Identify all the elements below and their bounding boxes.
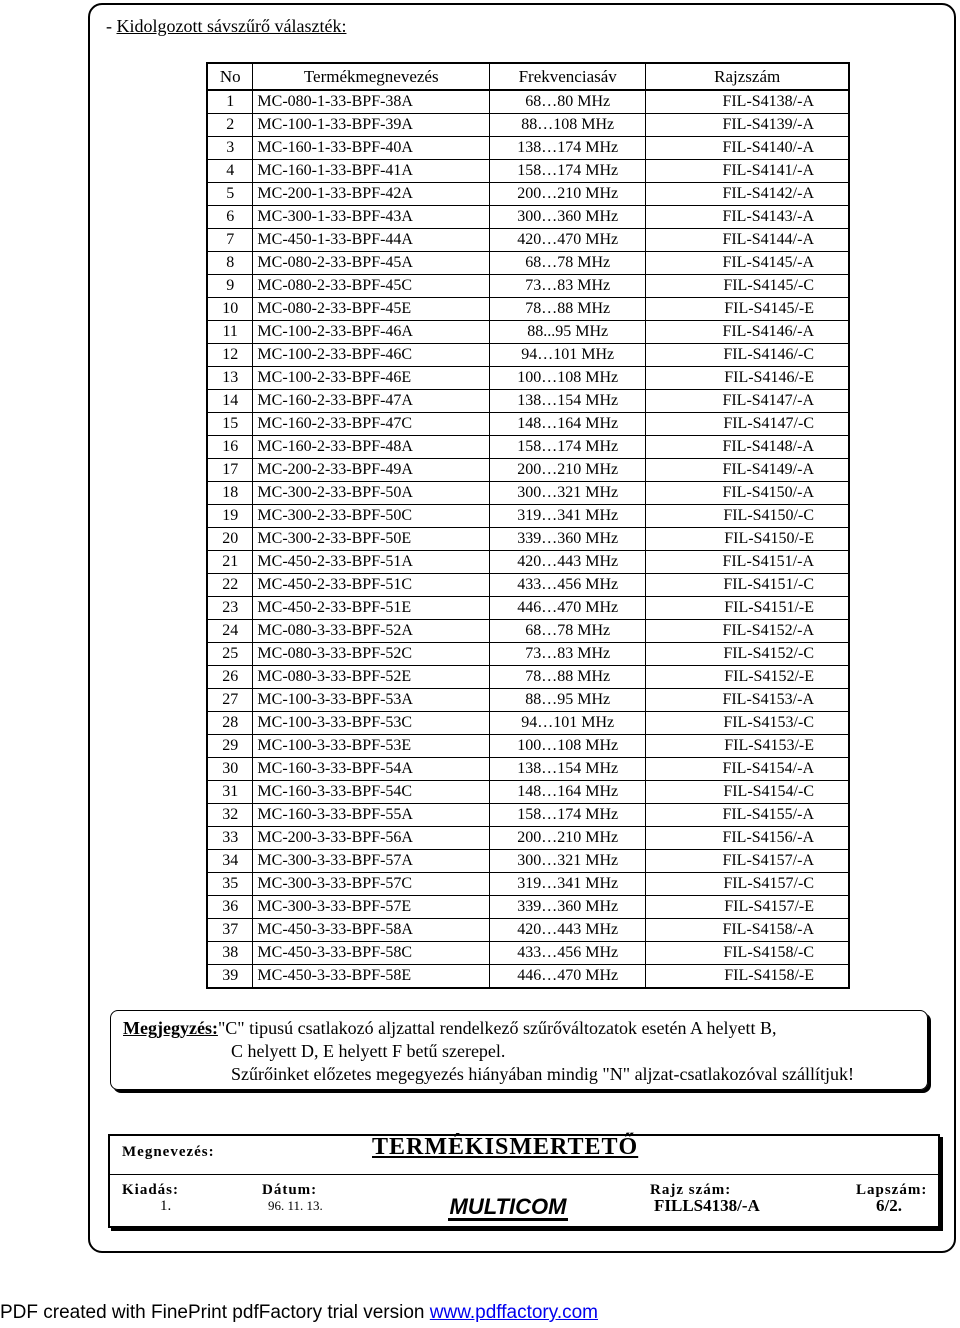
cell-frequency: 100…108 MHz: [490, 735, 646, 758]
cell-no: 33: [207, 827, 253, 850]
table-row: [207, 597, 849, 620]
table-row: [207, 804, 849, 827]
cell-no: 24: [207, 620, 253, 643]
cell-drawing-number: FIL-S4138/-A: [646, 90, 849, 114]
table-row: [207, 827, 849, 850]
table-row: [207, 505, 849, 528]
cell-frequency: 78…88 MHz: [490, 298, 646, 321]
table-row: [207, 413, 849, 436]
cell-no: 36: [207, 896, 253, 919]
cell-frequency: 339…360 MHz: [490, 528, 646, 551]
name-label: Megnevezés:: [122, 1144, 215, 1160]
cell-frequency: 73…83 MHz: [490, 275, 646, 298]
note-line-3: Szűrőinket előzetes megegyezés hiányában mindig "N" aljzat-csatlakozóval szállítjuk!: [231, 1064, 854, 1084]
cell-product-name: MC-160-3-33-BPF-54C: [253, 781, 490, 804]
table-row: [207, 367, 849, 390]
cell-drawing-number: FIL-S4151/-E: [646, 597, 849, 620]
table-row: [207, 229, 849, 252]
cell-product-name: MC-080-3-33-BPF-52C: [253, 643, 490, 666]
cell-frequency: 88…108 MHz: [490, 114, 646, 137]
cell-product-name: MC-200-3-33-BPF-56A: [253, 827, 490, 850]
cell-product-name: MC-160-3-33-BPF-54A: [253, 758, 490, 781]
cell-no: 28: [207, 712, 253, 735]
cell-no: 22: [207, 574, 253, 597]
cell-product-name: MC-300-2-33-BPF-50E: [253, 528, 490, 551]
cell-no: 14: [207, 390, 253, 413]
cell-no: 10: [207, 298, 253, 321]
cell-drawing-number: FIL-S4139/-A: [646, 114, 849, 137]
cell-product-name: MC-450-2-33-BPF-51E: [253, 597, 490, 620]
cell-frequency: 300…360 MHz: [490, 206, 646, 229]
cell-product-name: MC-160-2-33-BPF-48A: [253, 436, 490, 459]
table-row: [207, 689, 849, 712]
cell-drawing-number: FIL-S4146/-E: [646, 367, 849, 390]
cell-drawing-number: FIL-S4140/-A: [646, 137, 849, 160]
cell-drawing-number: FIL-S4149/-A: [646, 459, 849, 482]
table-row: [207, 114, 849, 137]
cell-drawing-number: FIL-S4153/-C: [646, 712, 849, 735]
cell-frequency: 433…456 MHz: [490, 942, 646, 965]
cell-product-name: MC-300-1-33-BPF-43A: [253, 206, 490, 229]
cell-drawing-number: FIL-S4144/-A: [646, 229, 849, 252]
cell-frequency: 138…174 MHz: [490, 137, 646, 160]
cell-frequency: 148…164 MHz: [490, 413, 646, 436]
cell-product-name: MC-300-3-33-BPF-57C: [253, 873, 490, 896]
cell-drawing-number: FIL-S4141/-A: [646, 160, 849, 183]
cell-frequency: 420…470 MHz: [490, 229, 646, 252]
cell-frequency: 319…341 MHz: [490, 505, 646, 528]
cell-frequency: 78…88 MHz: [490, 666, 646, 689]
table-row: [207, 183, 849, 206]
cell-drawing-number: FIL-S4155/-A: [646, 804, 849, 827]
cell-frequency: 200…210 MHz: [490, 459, 646, 482]
cell-frequency: 68…78 MHz: [490, 620, 646, 643]
table-body: [207, 90, 849, 988]
cell-product-name: MC-080-2-33-BPF-45C: [253, 275, 490, 298]
table-row: [207, 873, 849, 896]
cell-drawing-number: FIL-S4151/-A: [646, 551, 849, 574]
header-drawing-number: Rajzszám: [646, 63, 849, 90]
cell-no: 3: [207, 137, 253, 160]
note-line-1: "C" tipusú csatlakozó aljzattal rendelkező szűrőváltozatok esetén A helyett B,: [217, 1018, 777, 1038]
table-row: [207, 781, 849, 804]
cell-no: 9: [207, 275, 253, 298]
page-number-value: 6/2.: [876, 1196, 902, 1215]
note-box: [110, 1010, 928, 1090]
table-row: [207, 850, 849, 873]
cell-product-name: MC-450-2-33-BPF-51C: [253, 574, 490, 597]
cell-drawing-number: FIL-S4145/-C: [646, 275, 849, 298]
table-row: [207, 160, 849, 183]
cell-product-name: MC-160-2-33-BPF-47A: [253, 390, 490, 413]
table-row: [207, 298, 849, 321]
cell-product-name: MC-080-1-33-BPF-38A: [253, 90, 490, 114]
multicom-logo: [448, 1192, 568, 1222]
table-header-row: [207, 63, 849, 90]
cell-frequency: 200…210 MHz: [490, 827, 646, 850]
cell-no: 34: [207, 850, 253, 873]
table-row: [207, 206, 849, 229]
cell-frequency: 420…443 MHz: [490, 919, 646, 942]
cell-drawing-number: FIL-S4152/-C: [646, 643, 849, 666]
cell-product-name: MC-300-3-33-BPF-57A: [253, 850, 490, 873]
table-row: [207, 390, 849, 413]
table-row: [207, 90, 849, 114]
cell-drawing-number: FIL-S4147/-A: [646, 390, 849, 413]
cell-no: 26: [207, 666, 253, 689]
cell-frequency: 73…83 MHz: [490, 643, 646, 666]
table-row: [207, 321, 849, 344]
cell-product-name: MC-200-2-33-BPF-49A: [253, 459, 490, 482]
cell-no: 25: [207, 643, 253, 666]
cell-no: 37: [207, 919, 253, 942]
cell-no: 12: [207, 344, 253, 367]
cell-no: 6: [207, 206, 253, 229]
drawing-number-label: Rajz szám:: [650, 1182, 732, 1198]
cell-drawing-number: FIL-S4150/-C: [646, 505, 849, 528]
table-row: [207, 735, 849, 758]
table-row: [207, 482, 849, 505]
table-row: [207, 758, 849, 781]
cell-frequency: 138…154 MHz: [490, 758, 646, 781]
cell-product-name: MC-100-2-33-BPF-46A: [253, 321, 490, 344]
cell-no: 7: [207, 229, 253, 252]
cell-frequency: 300…321 MHz: [490, 850, 646, 873]
cell-frequency: 68…80 MHz: [490, 90, 646, 114]
cell-drawing-number: FIL-S4153/-E: [646, 735, 849, 758]
table-row: [207, 942, 849, 965]
cell-frequency: 200…210 MHz: [490, 183, 646, 206]
cell-drawing-number: FIL-S4157/-C: [646, 873, 849, 896]
cell-no: 38: [207, 942, 253, 965]
table-row: [207, 919, 849, 942]
cell-drawing-number: FIL-S4146/-C: [646, 344, 849, 367]
cell-frequency: 88...95 MHz: [490, 321, 646, 344]
cell-no: 23: [207, 597, 253, 620]
cell-drawing-number: FIL-S4154/-A: [646, 758, 849, 781]
table-row: [207, 965, 849, 989]
cell-no: 13: [207, 367, 253, 390]
cell-no: 27: [207, 689, 253, 712]
cell-drawing-number: FIL-S4142/-A: [646, 183, 849, 206]
cell-no: 29: [207, 735, 253, 758]
cell-frequency: 420…443 MHz: [490, 551, 646, 574]
cell-drawing-number: FIL-S4157/-E: [646, 896, 849, 919]
note-line-2: C helyett D, E helyett F betű szerepel.: [231, 1041, 506, 1061]
table-row: [207, 459, 849, 482]
logo-text: MULTICOM: [449, 1194, 567, 1219]
issue-value: 1.: [160, 1198, 172, 1214]
drawing-number-value: FILLS4138/-A: [654, 1196, 760, 1215]
cell-no: 30: [207, 758, 253, 781]
document-title: TERMÉKISMERTETŐ: [372, 1134, 639, 1160]
cell-no: 11: [207, 321, 253, 344]
cell-drawing-number: FIL-S4158/-E: [646, 965, 849, 989]
cell-product-name: MC-100-3-33-BPF-53E: [253, 735, 490, 758]
cell-product-name: MC-100-2-33-BPF-46E: [253, 367, 490, 390]
cell-frequency: 68…78 MHz: [490, 252, 646, 275]
cell-product-name: MC-080-2-33-BPF-45A: [253, 252, 490, 275]
cell-product-name: MC-300-2-33-BPF-50C: [253, 505, 490, 528]
table-row: [207, 275, 849, 298]
cell-drawing-number: FIL-S4152/-A: [646, 620, 849, 643]
table-row: [207, 436, 849, 459]
cell-no: 31: [207, 781, 253, 804]
header-product-name: Termékmegnevezés: [253, 63, 490, 90]
cell-product-name: MC-080-3-33-BPF-52A: [253, 620, 490, 643]
cell-frequency: 100…108 MHz: [490, 367, 646, 390]
cell-drawing-number: FIL-S4158/-A: [646, 919, 849, 942]
cell-no: 5: [207, 183, 253, 206]
header-frequency: Frekvenciasáv: [490, 63, 646, 90]
cell-product-name: MC-450-2-33-BPF-51A: [253, 551, 490, 574]
title-block: [108, 1134, 940, 1228]
cell-product-name: MC-160-3-33-BPF-55A: [253, 804, 490, 827]
footer-link[interactable]: www.pdffactory.com: [429, 1302, 599, 1323]
cell-product-name: MC-450-1-33-BPF-44A: [253, 229, 490, 252]
cell-no: 32: [207, 804, 253, 827]
cell-drawing-number: FIL-S4143/-A: [646, 206, 849, 229]
table-row: [207, 344, 849, 367]
pdf-footer: [0, 1302, 598, 1324]
cell-frequency: 158…174 MHz: [490, 804, 646, 827]
table-row: [207, 643, 849, 666]
cell-product-name: MC-200-1-33-BPF-42A: [253, 183, 490, 206]
cell-frequency: 138…154 MHz: [490, 390, 646, 413]
cell-frequency: 446…470 MHz: [490, 597, 646, 620]
cell-no: 2: [207, 114, 253, 137]
table-row: [207, 252, 849, 275]
cell-frequency: 158…174 MHz: [490, 160, 646, 183]
cell-product-name: MC-100-1-33-BPF-39A: [253, 114, 490, 137]
note-label: Megjegyzés:: [123, 1018, 218, 1038]
cell-product-name: MC-300-2-33-BPF-50A: [253, 482, 490, 505]
cell-frequency: 94…101 MHz: [490, 712, 646, 735]
cell-product-name: MC-450-3-33-BPF-58E: [253, 965, 490, 989]
cell-drawing-number: FIL-S4150/-A: [646, 482, 849, 505]
section-prefix: -: [106, 16, 117, 36]
cell-frequency: 339…360 MHz: [490, 896, 646, 919]
cell-no: 39: [207, 965, 253, 989]
cell-drawing-number: FIL-S4150/-E: [646, 528, 849, 551]
cell-drawing-number: FIL-S4145/-E: [646, 298, 849, 321]
cell-product-name: MC-160-1-33-BPF-41A: [253, 160, 490, 183]
table-row: [207, 620, 849, 643]
table-row: [207, 574, 849, 597]
cell-drawing-number: FIL-S4157/-A: [646, 850, 849, 873]
cell-frequency: 319…341 MHz: [490, 873, 646, 896]
cell-product-name: MC-100-3-33-BPF-53A: [253, 689, 490, 712]
cell-no: 16: [207, 436, 253, 459]
cell-drawing-number: FIL-S4152/-E: [646, 666, 849, 689]
date-value: 96. 11. 13.: [268, 1198, 323, 1213]
table-row: [207, 551, 849, 574]
header-no: No: [207, 63, 253, 90]
cell-drawing-number: FIL-S4145/-A: [646, 252, 849, 275]
issue-label: Kiadás:: [122, 1182, 180, 1198]
cell-drawing-number: FIL-S4158/-C: [646, 942, 849, 965]
cell-no: 21: [207, 551, 253, 574]
table-row: [207, 896, 849, 919]
cell-no: 35: [207, 873, 253, 896]
table-row: [207, 528, 849, 551]
cell-frequency: 94…101 MHz: [490, 344, 646, 367]
cell-no: 15: [207, 413, 253, 436]
cell-frequency: 446…470 MHz: [490, 965, 646, 989]
cell-product-name: MC-100-3-33-BPF-53C: [253, 712, 490, 735]
date-label: Dátum:: [262, 1182, 318, 1198]
cell-drawing-number: FIL-S4156/-A: [646, 827, 849, 850]
cell-no: 4: [207, 160, 253, 183]
cell-no: 1: [207, 90, 253, 114]
cell-drawing-number: FIL-S4154/-C: [646, 781, 849, 804]
cell-product-name: MC-080-3-33-BPF-52E: [253, 666, 490, 689]
cell-no: 19: [207, 505, 253, 528]
cell-frequency: 158…174 MHz: [490, 436, 646, 459]
cell-product-name: MC-450-3-33-BPF-58C: [253, 942, 490, 965]
table-row: [207, 137, 849, 160]
cell-no: 18: [207, 482, 253, 505]
cell-product-name: MC-160-1-33-BPF-40A: [253, 137, 490, 160]
cell-no: 8: [207, 252, 253, 275]
cell-frequency: 148…164 MHz: [490, 781, 646, 804]
table-row: [207, 666, 849, 689]
cell-product-name: MC-450-3-33-BPF-58A: [253, 919, 490, 942]
section-title-text: Kidolgozott sávszűrő választék:: [116, 16, 347, 36]
table-row: [207, 712, 849, 735]
cell-product-name: MC-160-2-33-BPF-47C: [253, 413, 490, 436]
cell-drawing-number: FIL-S4151/-C: [646, 574, 849, 597]
page-number-label: Lapszám:: [856, 1182, 928, 1198]
cell-product-name: MC-100-2-33-BPF-46C: [253, 344, 490, 367]
cell-product-name: MC-080-2-33-BPF-45E: [253, 298, 490, 321]
cell-product-name: MC-300-3-33-BPF-57E: [253, 896, 490, 919]
title-block-divider: [110, 1174, 938, 1175]
cell-no: 17: [207, 459, 253, 482]
footer-text: PDF created with FinePrint pdfFactory trial version: [0, 1302, 430, 1323]
filter-table: [206, 62, 850, 989]
cell-frequency: 433…456 MHz: [490, 574, 646, 597]
cell-no: 20: [207, 528, 253, 551]
section-title: [106, 16, 346, 37]
cell-drawing-number: FIL-S4147/-C: [646, 413, 849, 436]
cell-drawing-number: FIL-S4153/-A: [646, 689, 849, 712]
cell-drawing-number: FIL-S4146/-A: [646, 321, 849, 344]
cell-frequency: 300…321 MHz: [490, 482, 646, 505]
cell-drawing-number: FIL-S4148/-A: [646, 436, 849, 459]
cell-frequency: 88…95 MHz: [490, 689, 646, 712]
